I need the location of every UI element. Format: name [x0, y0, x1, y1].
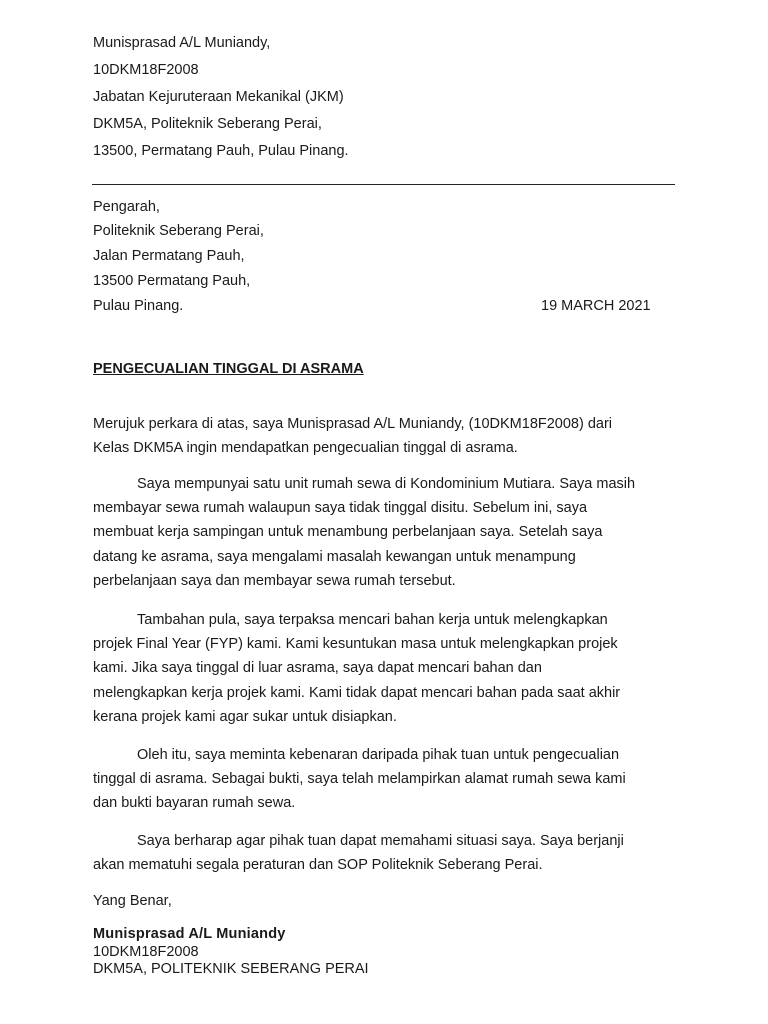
- recipient-postcode-city: 13500 Permatang Pauh,: [93, 273, 251, 289]
- paragraph-5: [93, 829, 683, 877]
- letter-subject: PENGECUALIAN TINGGAL DI ASRAMA: [93, 361, 364, 377]
- paragraph-line: Merujuk perkara di atas, saya Munisprasad A/L Muniandy, (10DKM18F2008) dari: [93, 416, 613, 432]
- paragraph-2: [93, 472, 683, 593]
- paragraph-line: Kelas DKM5A ingin mendapatkan pengecualian tinggal di asrama.: [93, 440, 518, 457]
- sender-department: Jabatan Kejuruteraan Mekanikal (JKM): [93, 89, 344, 105]
- paragraph-line: kerana projek kami agar sukar untuk disiapkan.: [93, 708, 397, 725]
- paragraph-line: melengkapkan kerja projek kami. Kami tidak dapat mencari bahan pada saat akhir: [93, 684, 621, 701]
- paragraph-line: tinggal di asrama. Sebagai bukti, saya telah melampirkan alamat rumah sewa kami: [93, 771, 626, 788]
- paragraph-line: Oleh itu, saya meminta kebenaran daripada pihak tuan untuk pengecualian: [137, 747, 620, 763]
- recipient-street: Jalan Permatang Pauh,: [93, 248, 245, 264]
- paragraph-line: Saya berharap agar pihak tuan dapat memahami situasi saya. Saya berjanji: [137, 833, 624, 849]
- signature-name: Munisprasad A/L Muniandy: [93, 926, 286, 942]
- sender-postcode-city: 13500, Permatang Pauh, Pulau Pinang.: [93, 143, 349, 159]
- paragraph-line: perbelanjaan saya dan membayar sewa rumah tersebut.: [93, 572, 456, 589]
- letter-date: 19 MARCH 2021: [541, 298, 651, 314]
- paragraph-line: Tambahan pula, saya terpaksa mencari bahan kerja untuk melengkapkan: [137, 612, 608, 628]
- recipient-institution: Politeknik Seberang Perai,: [93, 223, 264, 239]
- sender-id: 10DKM18F2008: [93, 62, 199, 78]
- sender-class-institution: DKM5A, Politeknik Seberang Perai,: [93, 116, 322, 132]
- paragraph-line: akan mematuhi segala peraturan dan SOP Politeknik Seberang Perai.: [93, 857, 543, 874]
- paragraph-line: datang ke asrama, saya mengalami masalah kewangan untuk menampung: [93, 548, 576, 565]
- paragraph-line: dan bukti bayaran rumah sewa.: [93, 795, 296, 812]
- paragraph-line: Saya mempunyai satu unit rumah sewa di Kondominium Mutiara. Saya masih: [137, 476, 636, 492]
- paragraph-line: projek Final Year (FYP) kami. Kami kesuntukan masa untuk melengkapkan projek: [93, 636, 618, 653]
- paragraph-3: [93, 608, 683, 729]
- signature-class-institution: DKM5A, POLITEKNIK SEBERANG PERAI: [93, 961, 369, 977]
- sender-name: Munisprasad A/L Muniandy,: [93, 35, 271, 51]
- paragraph-1: [93, 412, 683, 460]
- paragraph-4: [93, 743, 683, 816]
- signature-id: 10DKM18F2008: [93, 944, 199, 960]
- closing-salutation: Yang Benar,: [93, 893, 172, 909]
- recipient-title: Pengarah,: [93, 199, 160, 215]
- recipient-state: Pulau Pinang.: [93, 298, 184, 314]
- paragraph-line: kami. Jika saya tinggal di luar asrama, saya dapat mencari bahan dan: [93, 660, 542, 677]
- paragraph-line: membuat kerja sampingan untuk menambung perbelanjaan saya. Setelah saya: [93, 524, 603, 541]
- paragraph-line: membayar sewa rumah walaupun saya tidak tinggal disitu. Sebelum ini, saya: [93, 500, 588, 517]
- header-divider: [92, 184, 675, 185]
